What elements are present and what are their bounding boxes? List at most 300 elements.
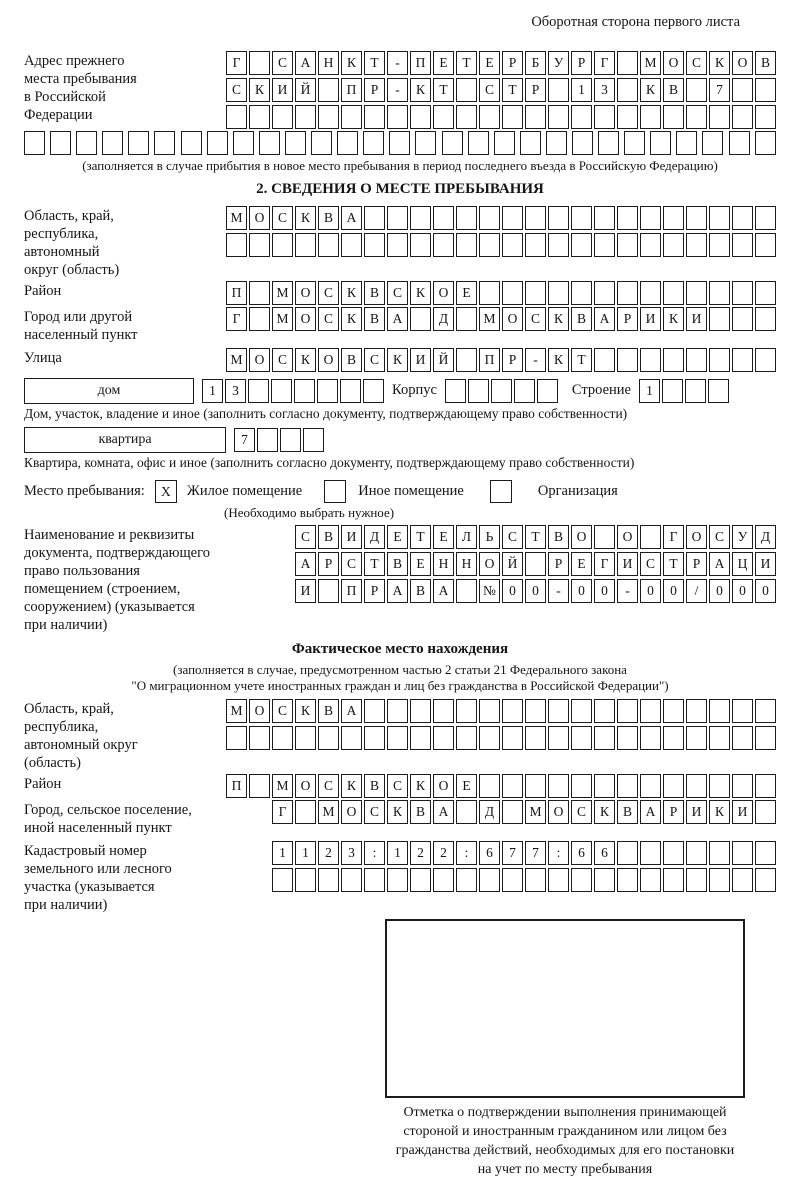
char-cell: 0 bbox=[732, 579, 753, 603]
char-cell bbox=[259, 131, 280, 155]
char-cell bbox=[207, 131, 228, 155]
char-cell: М bbox=[226, 206, 247, 230]
fact-rayon-row bbox=[226, 774, 776, 798]
rayon-label: Район bbox=[24, 283, 62, 299]
char-cell: С bbox=[502, 525, 523, 549]
char-cell bbox=[456, 699, 477, 723]
char-cell bbox=[525, 552, 546, 576]
char-cell bbox=[729, 131, 750, 155]
char-cell: - bbox=[525, 348, 546, 372]
char-cell bbox=[663, 348, 684, 372]
char-cell: К bbox=[295, 699, 316, 723]
char-cell: О bbox=[318, 348, 339, 372]
gorod-row bbox=[226, 307, 776, 331]
char-cell: 0 bbox=[755, 579, 776, 603]
char-cell bbox=[662, 379, 683, 403]
char-cell: В bbox=[387, 552, 408, 576]
label-line: Наименование и реквизиты bbox=[24, 527, 195, 543]
char-cell: С bbox=[226, 78, 247, 102]
char-cell bbox=[686, 281, 707, 305]
char-cell: Е bbox=[571, 552, 592, 576]
char-cell bbox=[594, 281, 615, 305]
char-cell bbox=[249, 726, 270, 750]
char-cell bbox=[502, 281, 523, 305]
char-cell bbox=[709, 699, 730, 723]
kadastr-row-2 bbox=[272, 868, 776, 892]
korpus-row bbox=[445, 379, 558, 403]
char-cell bbox=[732, 868, 753, 892]
char-cell: М bbox=[272, 774, 293, 798]
char-cell bbox=[502, 868, 523, 892]
char-cell bbox=[226, 726, 247, 750]
char-cell bbox=[617, 281, 638, 305]
char-cell bbox=[525, 868, 546, 892]
char-cell bbox=[387, 206, 408, 230]
char-cell bbox=[502, 774, 523, 798]
char-cell: П bbox=[410, 51, 431, 75]
char-cell: 3 bbox=[225, 379, 246, 403]
char-cell: К bbox=[548, 348, 569, 372]
label-line: иной населенный пункт bbox=[24, 820, 172, 836]
char-cell bbox=[341, 868, 362, 892]
char-cell: Й bbox=[433, 348, 454, 372]
char-cell: О bbox=[249, 206, 270, 230]
char-cell bbox=[295, 868, 316, 892]
char-cell: О bbox=[617, 525, 638, 549]
label-line: Область, край, bbox=[24, 701, 114, 717]
char-cell bbox=[295, 726, 316, 750]
char-cell: С bbox=[318, 307, 339, 331]
char-cell: С bbox=[571, 800, 592, 824]
char-cell bbox=[445, 379, 466, 403]
char-cell bbox=[676, 131, 697, 155]
char-cell bbox=[709, 206, 730, 230]
char-cell bbox=[732, 206, 753, 230]
char-cell bbox=[502, 726, 523, 750]
char-cell: У bbox=[548, 51, 569, 75]
char-cell: И bbox=[755, 552, 776, 576]
doc-row-3 bbox=[295, 579, 776, 603]
char-cell: К bbox=[341, 281, 362, 305]
char-cell bbox=[410, 206, 431, 230]
char-cell bbox=[686, 206, 707, 230]
char-cell bbox=[456, 233, 477, 257]
gorod-block bbox=[24, 307, 776, 344]
char-cell bbox=[410, 307, 431, 331]
char-cell: Р bbox=[364, 78, 385, 102]
char-cell: К bbox=[341, 774, 362, 798]
char-cell: И bbox=[732, 800, 753, 824]
dom-block bbox=[24, 377, 776, 404]
label-line: Область, край, bbox=[24, 208, 114, 224]
char-cell bbox=[709, 868, 730, 892]
char-cell: П bbox=[479, 348, 500, 372]
char-cell bbox=[479, 868, 500, 892]
char-cell bbox=[226, 233, 247, 257]
char-cell bbox=[128, 131, 149, 155]
char-cell bbox=[663, 726, 684, 750]
char-cell: И bbox=[686, 800, 707, 824]
char-cell: А bbox=[594, 307, 615, 331]
char-cell bbox=[617, 726, 638, 750]
char-cell bbox=[468, 379, 489, 403]
char-cell: О bbox=[571, 525, 592, 549]
char-cell: К bbox=[640, 78, 661, 102]
char-cell: С bbox=[318, 281, 339, 305]
char-cell: М bbox=[226, 699, 247, 723]
char-cell bbox=[548, 699, 569, 723]
char-cell bbox=[548, 868, 569, 892]
char-cell bbox=[755, 131, 776, 155]
char-cell: Р bbox=[364, 579, 385, 603]
char-cell bbox=[491, 379, 512, 403]
char-cell: Р bbox=[525, 78, 546, 102]
char-cell: К bbox=[410, 78, 431, 102]
char-cell: Р bbox=[548, 552, 569, 576]
char-cell: Д bbox=[364, 525, 385, 549]
char-cell: - bbox=[387, 51, 408, 75]
char-cell: В bbox=[571, 307, 592, 331]
char-cell: И bbox=[686, 307, 707, 331]
stamp-caption bbox=[340, 1103, 790, 1179]
char-cell bbox=[755, 841, 776, 865]
doc-label bbox=[24, 525, 295, 634]
mesto-block bbox=[24, 478, 776, 505]
rayon-row bbox=[226, 281, 776, 305]
char-cell bbox=[410, 726, 431, 750]
char-cell: - bbox=[548, 579, 569, 603]
char-cell bbox=[686, 233, 707, 257]
char-cell: Т bbox=[456, 51, 477, 75]
char-cell bbox=[479, 281, 500, 305]
label-line: Федерации bbox=[24, 107, 93, 123]
label-line: автономный округ bbox=[24, 737, 138, 753]
mesto-option-inoe: Иное помещение bbox=[358, 483, 464, 499]
char-cell: О bbox=[295, 281, 316, 305]
char-cell bbox=[341, 726, 362, 750]
label-line: населенный пункт bbox=[24, 327, 138, 343]
ulitsa-label: Улица bbox=[24, 350, 62, 366]
char-cell: 3 bbox=[341, 841, 362, 865]
char-cell bbox=[387, 726, 408, 750]
char-cell: М bbox=[272, 307, 293, 331]
char-cell bbox=[640, 525, 661, 549]
char-cell bbox=[755, 307, 776, 331]
char-cell bbox=[340, 379, 361, 403]
char-cell: К bbox=[295, 348, 316, 372]
doc-row-1 bbox=[295, 525, 776, 549]
char-cell: 0 bbox=[640, 579, 661, 603]
kadastr-block bbox=[24, 841, 776, 914]
char-cell bbox=[709, 841, 730, 865]
char-cell bbox=[272, 105, 293, 129]
char-cell: К bbox=[341, 51, 362, 75]
char-cell bbox=[50, 131, 71, 155]
char-cell: Т bbox=[525, 525, 546, 549]
char-cell bbox=[594, 726, 615, 750]
char-cell: 1 bbox=[387, 841, 408, 865]
char-cell: 6 bbox=[594, 841, 615, 865]
char-cell: С bbox=[709, 525, 730, 549]
char-cell bbox=[295, 105, 316, 129]
label-line: сооружением) (указывается bbox=[24, 599, 195, 615]
char-cell bbox=[363, 379, 384, 403]
char-cell bbox=[154, 131, 175, 155]
char-cell: К bbox=[709, 800, 730, 824]
char-cell bbox=[663, 868, 684, 892]
char-cell: А bbox=[640, 800, 661, 824]
char-cell bbox=[571, 233, 592, 257]
char-cell bbox=[640, 348, 661, 372]
char-cell bbox=[686, 699, 707, 723]
char-cell: А bbox=[295, 51, 316, 75]
char-cell: К bbox=[663, 307, 684, 331]
doc-block bbox=[24, 525, 776, 634]
label-line: округ (область) bbox=[24, 262, 120, 278]
kadastr-row-1 bbox=[272, 841, 776, 865]
char-cell bbox=[571, 105, 592, 129]
char-cell: А bbox=[295, 552, 316, 576]
char-cell: С bbox=[272, 348, 293, 372]
char-cell bbox=[456, 800, 477, 824]
char-cell bbox=[755, 78, 776, 102]
section2-title: 2. СВЕДЕНИЯ О МЕСТЕ ПРЕБЫВАНИЯ bbox=[256, 181, 544, 197]
char-cell bbox=[686, 774, 707, 798]
char-cell: С bbox=[686, 51, 707, 75]
char-cell bbox=[410, 233, 431, 257]
char-cell bbox=[389, 131, 410, 155]
label-line: автономный bbox=[24, 244, 100, 260]
char-cell bbox=[709, 281, 730, 305]
char-cell bbox=[685, 379, 706, 403]
char-cell bbox=[686, 348, 707, 372]
ulitsa-block bbox=[24, 348, 776, 372]
char-cell bbox=[686, 868, 707, 892]
char-cell bbox=[364, 233, 385, 257]
char-cell: 6 bbox=[479, 841, 500, 865]
char-cell: Б bbox=[525, 51, 546, 75]
char-cell: Н bbox=[433, 552, 454, 576]
label-line: места пребывания bbox=[24, 71, 137, 87]
prev-address-row-3 bbox=[226, 105, 776, 129]
char-cell: Г bbox=[272, 800, 293, 824]
char-cell bbox=[640, 841, 661, 865]
char-cell: 0 bbox=[571, 579, 592, 603]
char-cell bbox=[433, 726, 454, 750]
kvartira-row bbox=[234, 428, 324, 452]
char-cell bbox=[755, 868, 776, 892]
char-cell: И bbox=[410, 348, 431, 372]
oblast-rows bbox=[226, 206, 776, 257]
char-cell: Г bbox=[226, 307, 247, 331]
char-cell bbox=[709, 726, 730, 750]
char-cell: В bbox=[341, 348, 362, 372]
char-cell bbox=[732, 774, 753, 798]
char-cell: Е bbox=[456, 774, 477, 798]
char-cell: Н bbox=[318, 51, 339, 75]
char-cell: 2 bbox=[318, 841, 339, 865]
char-cell bbox=[617, 51, 638, 75]
mesto-option-zhiloe: Жилое помещение bbox=[186, 483, 303, 499]
char-cell bbox=[594, 525, 615, 549]
char-cell: В bbox=[318, 699, 339, 723]
char-cell bbox=[546, 131, 567, 155]
char-cell: 1 bbox=[295, 841, 316, 865]
char-cell bbox=[709, 105, 730, 129]
char-cell: Т bbox=[433, 78, 454, 102]
char-cell: А bbox=[433, 800, 454, 824]
char-cell: В bbox=[364, 307, 385, 331]
label-line: Адрес прежнего bbox=[24, 53, 125, 69]
char-cell bbox=[624, 131, 645, 155]
char-cell: А bbox=[433, 579, 454, 603]
char-cell: / bbox=[686, 579, 707, 603]
char-cell bbox=[663, 233, 684, 257]
char-cell bbox=[617, 774, 638, 798]
char-cell bbox=[433, 206, 454, 230]
doc-row-2 bbox=[295, 552, 776, 576]
char-cell: С bbox=[272, 51, 293, 75]
char-cell bbox=[548, 206, 569, 230]
char-cell: К bbox=[341, 307, 362, 331]
char-cell bbox=[249, 307, 270, 331]
prev-address-note: (заполняется в случае прибытия в новое место пребывания в период последнего въезда в Российскую Федерацию) bbox=[82, 158, 718, 173]
label-line: стороной и иностранным гражданином или лицом без bbox=[403, 1124, 727, 1139]
char-cell: В bbox=[364, 281, 385, 305]
char-cell: 1 bbox=[202, 379, 223, 403]
char-cell bbox=[571, 281, 592, 305]
char-cell bbox=[249, 105, 270, 129]
char-cell bbox=[502, 699, 523, 723]
char-cell: М bbox=[525, 800, 546, 824]
rayon-block bbox=[24, 281, 776, 305]
char-cell bbox=[311, 131, 332, 155]
char-cell bbox=[479, 105, 500, 129]
char-cell: У bbox=[732, 525, 753, 549]
char-cell bbox=[663, 699, 684, 723]
char-cell bbox=[502, 105, 523, 129]
char-cell: Е bbox=[387, 525, 408, 549]
char-cell: П bbox=[226, 281, 247, 305]
char-cell bbox=[686, 841, 707, 865]
char-cell: 2 bbox=[410, 841, 431, 865]
char-cell bbox=[285, 131, 306, 155]
char-cell bbox=[456, 868, 477, 892]
char-cell: В bbox=[318, 206, 339, 230]
char-cell bbox=[709, 233, 730, 257]
char-cell bbox=[755, 206, 776, 230]
label-line: при наличии) bbox=[24, 897, 108, 913]
char-cell: К bbox=[249, 78, 270, 102]
char-cell: 1 bbox=[571, 78, 592, 102]
char-cell bbox=[272, 726, 293, 750]
residence-type-checkbox-org bbox=[490, 480, 512, 503]
char-cell bbox=[640, 206, 661, 230]
char-cell: М bbox=[318, 800, 339, 824]
char-cell: 0 bbox=[594, 579, 615, 603]
char-cell: 7 bbox=[502, 841, 523, 865]
char-cell bbox=[248, 379, 269, 403]
char-cell: Р bbox=[663, 800, 684, 824]
char-cell: И bbox=[272, 78, 293, 102]
label-line: Отметка о подтверждении выполнения принимающей bbox=[403, 1105, 727, 1120]
char-cell: - bbox=[387, 78, 408, 102]
char-cell bbox=[537, 379, 558, 403]
char-cell bbox=[663, 774, 684, 798]
char-cell bbox=[594, 233, 615, 257]
char-cell bbox=[294, 379, 315, 403]
char-cell bbox=[732, 726, 753, 750]
label-line: республика, bbox=[24, 226, 99, 242]
char-cell: Ь bbox=[479, 525, 500, 549]
char-cell bbox=[594, 206, 615, 230]
prev-address-rows bbox=[226, 51, 776, 129]
char-cell bbox=[456, 206, 477, 230]
char-cell: А bbox=[341, 206, 362, 230]
label-line: помещением (строением, bbox=[24, 581, 181, 597]
char-cell bbox=[548, 105, 569, 129]
char-cell bbox=[732, 78, 753, 102]
char-cell bbox=[617, 841, 638, 865]
kadastr-label bbox=[24, 841, 272, 914]
char-cell: М bbox=[640, 51, 661, 75]
char-cell bbox=[548, 233, 569, 257]
char-cell: Т bbox=[364, 552, 385, 576]
char-cell: А bbox=[341, 699, 362, 723]
doc-rows bbox=[295, 525, 776, 603]
char-cell bbox=[755, 105, 776, 129]
oblast-label bbox=[24, 206, 226, 279]
prev-address-row-4 bbox=[24, 131, 776, 155]
label-line: Кадастровый номер bbox=[24, 843, 147, 859]
char-cell bbox=[732, 841, 753, 865]
char-cell bbox=[410, 699, 431, 723]
char-cell bbox=[295, 800, 316, 824]
char-cell bbox=[548, 281, 569, 305]
char-cell bbox=[650, 131, 671, 155]
char-cell: 6 bbox=[571, 841, 592, 865]
char-cell: Е bbox=[456, 281, 477, 305]
char-cell: Т bbox=[502, 78, 523, 102]
char-cell: 1 bbox=[272, 841, 293, 865]
char-cell bbox=[494, 131, 515, 155]
char-cell bbox=[640, 105, 661, 129]
kvartira-widebox: квартира bbox=[24, 427, 226, 453]
char-cell bbox=[318, 726, 339, 750]
char-cell: В bbox=[410, 579, 431, 603]
char-cell bbox=[341, 105, 362, 129]
char-cell bbox=[364, 699, 385, 723]
char-cell bbox=[387, 105, 408, 129]
dom-widebox: дом bbox=[24, 378, 194, 404]
char-cell bbox=[617, 868, 638, 892]
residence-type-checkbox-zhiloe: X bbox=[155, 480, 177, 503]
char-cell: Е bbox=[410, 552, 431, 576]
fact-rayon-block bbox=[24, 774, 776, 798]
prev-address-row-2 bbox=[226, 78, 776, 102]
char-cell bbox=[686, 78, 707, 102]
char-cell bbox=[433, 105, 454, 129]
fact-title: Фактическое место нахождения bbox=[291, 641, 509, 657]
char-cell bbox=[76, 131, 97, 155]
label-line: документа, подтверждающего bbox=[24, 545, 210, 561]
char-cell: Т bbox=[364, 51, 385, 75]
char-cell bbox=[732, 281, 753, 305]
char-cell: 0 bbox=[525, 579, 546, 603]
char-cell bbox=[571, 726, 592, 750]
char-cell: Е bbox=[433, 51, 454, 75]
char-cell bbox=[456, 105, 477, 129]
